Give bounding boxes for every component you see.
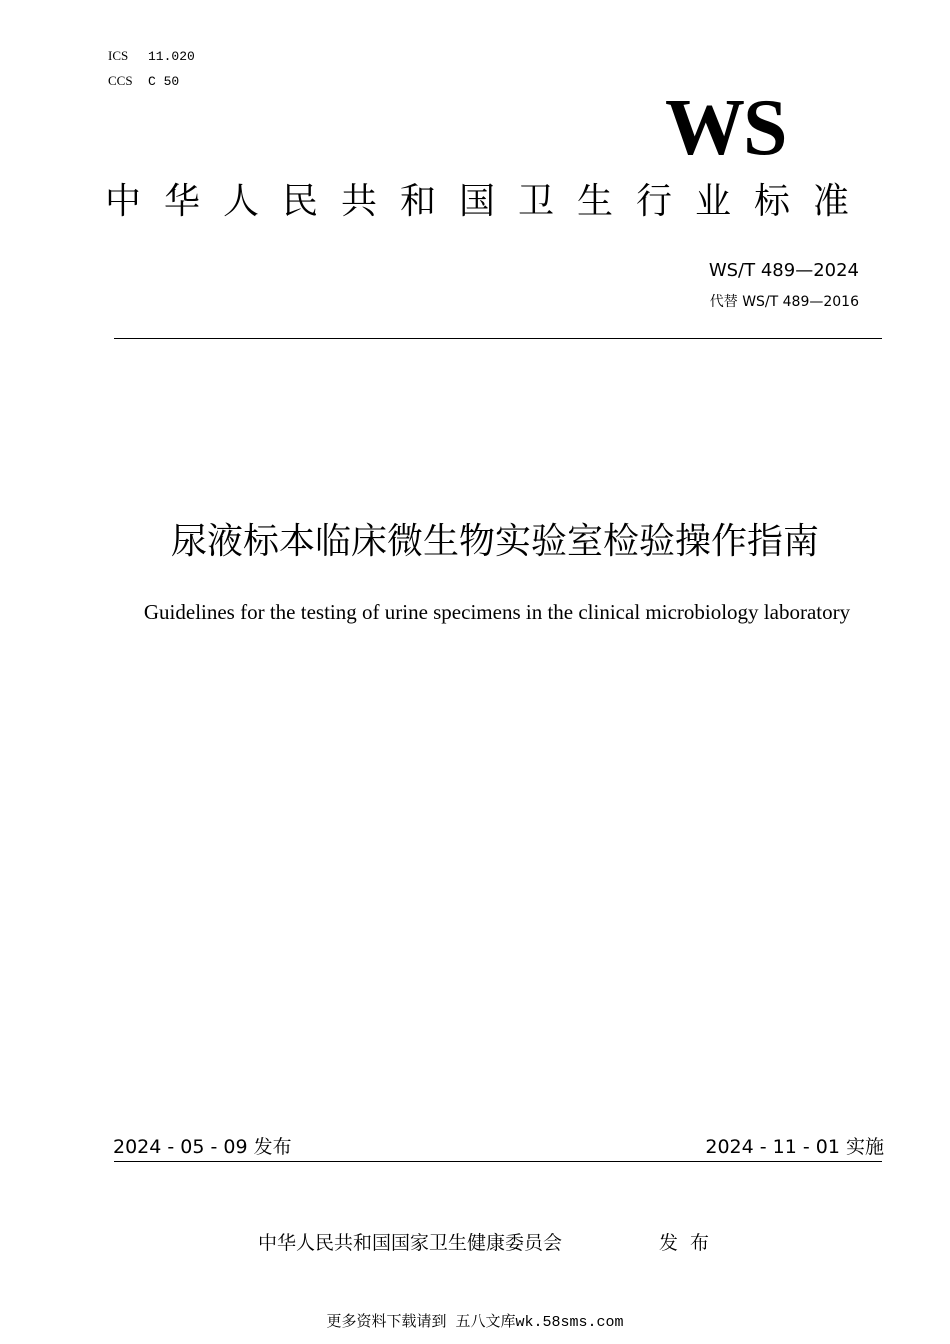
ccs-code: C 50 — [148, 74, 180, 89]
standard-replaces: 代替 WS/T 489—2016 — [709, 294, 859, 310]
issuing-organization: 中华人民共和国国家卫生健康委员会 — [258, 1232, 563, 1254]
issue-date: 2024 - 05 - 09 发布 — [113, 1136, 292, 1158]
implementation-date: 2024 - 11 - 01 实施 — [705, 1136, 884, 1158]
footer-divider — [114, 1161, 882, 1162]
ics-classification — [108, 48, 195, 64]
issuing-action: 发布 — [659, 1232, 722, 1254]
ws-logo: WS — [665, 84, 786, 172]
ics-code: 11.020 — [148, 49, 195, 64]
document-title-english: Guidelines for the testing of urine specimens in the clinical microbiology laboratory — [143, 600, 851, 624]
ics-label: ICS — [108, 48, 129, 63]
ccs-label: CCS — [108, 73, 133, 88]
ccs-classification — [108, 73, 179, 89]
header-divider — [114, 338, 882, 339]
download-footer-note: 更多资料下载请到 五八文库wk.58sms.com — [326, 1314, 624, 1331]
document-title-chinese: 尿液标本临床微生物实验室检验操作指南 — [170, 521, 819, 562]
standard-category-title: 中华人民共和国卫生行业标准 — [105, 181, 873, 222]
standard-number: WS/T 489—2024 — [708, 260, 859, 281]
